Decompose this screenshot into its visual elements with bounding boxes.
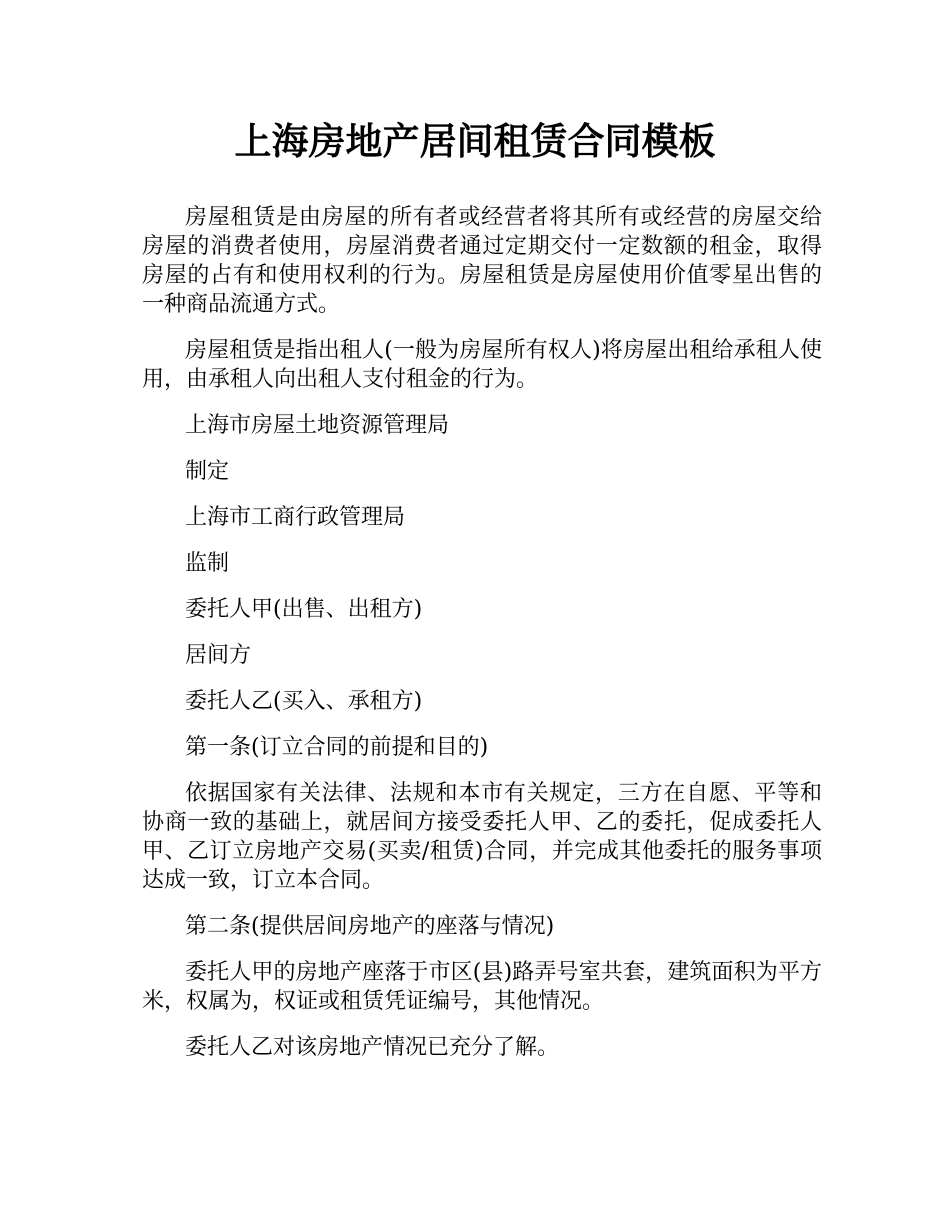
paragraph-intro-1: 房屋租赁是由房屋的所有者或经营者将其所有或经营的房屋交给房屋的消费者使用，房屋消费者通过定期交付一定数额的租金，取得房屋的占有和使用权利的行为。房屋租赁是房屋使用价值零星出售的一种商品流通方式。 [142,205,822,317]
paragraph-issuer: 上海市房屋土地资源管理局 [185,413,450,438]
paragraph-article-2-heading: 第二条(提供居间房地产的座落与情况) [185,914,555,939]
paragraph-intermediary: 居间方 [185,643,252,668]
paragraph-article-2-body: 委托人甲的房地产座落于市区(县)路弄号室共套，建筑面积为平方米，权属为，权证或租赁凭证编号，其他情况。 [142,960,822,1014]
document-body [142,203,822,1079]
paragraph-supervisor-role: 监制 [185,551,230,576]
paragraph-supervisor: 上海市工商行政管理局 [185,505,406,530]
paragraph-intro-2: 房屋租赁是指出租人(一般为房屋所有权人)将房屋出租给承租人使用，由承租人向出租人支付租金的行为。 [142,338,822,392]
paragraph-party-b: 委托人乙(买入、承租方) [185,689,423,714]
document-title: 上海房地产居间租赁合同模板 [234,120,716,163]
paragraph-article-1-body: 依据国家有关法律、法规和本市有关规定，三方在自愿、平等和协商一致的基础上，就居间方接受委托人甲、乙的委托，促成委托人甲、乙订立房地产交易(买卖/租赁)合同，并完成其他委托的服务事项达成一致，订立本合同。 [142,781,822,893]
paragraph-issuer-role: 制定 [185,459,230,484]
paragraph-article-2-note: 委托人乙对该房地产情况已充分了解。 [185,1035,560,1060]
paragraph-party-a: 委托人甲(出售、出租方) [185,597,423,622]
paragraph-article-1-heading: 第一条(订立合同的前提和目的) [185,735,489,760]
